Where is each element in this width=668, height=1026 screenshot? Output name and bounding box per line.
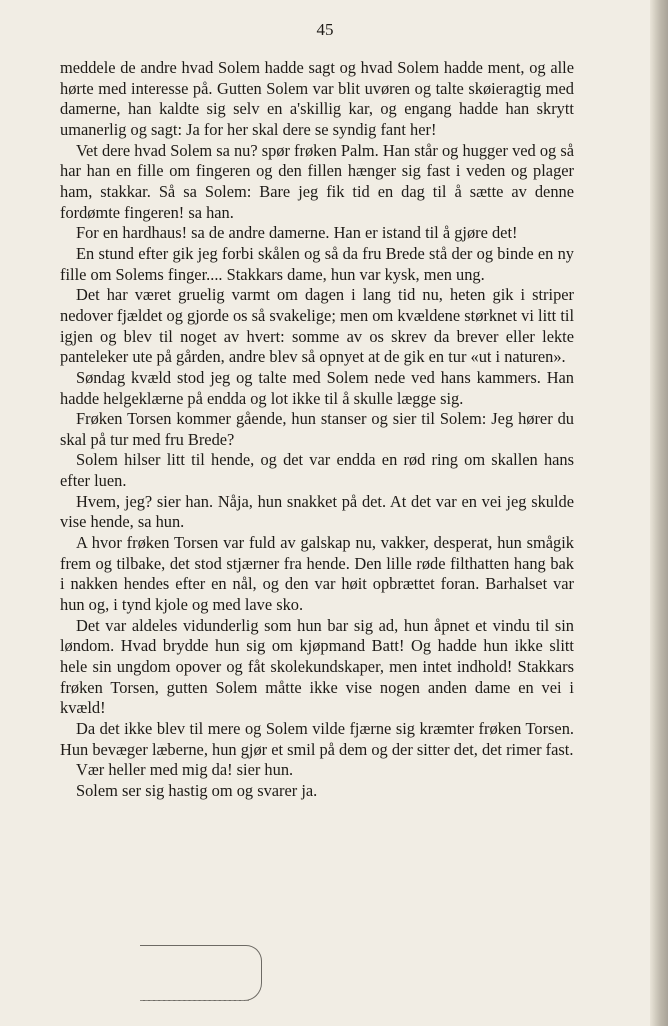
paragraph: Da det ikke blev til mere og Solem vilde fjærne sig kræmter frøken Torsen. Hun bevæger læberne, hun gjør et smil på dem og der sitter det, det rimer fast. xyxy=(60,719,574,759)
paragraph: meddele de andre hvad Solem hadde sagt og hvad Solem hadde ment, og alle hørte med interesse på. Gutten Solem var blit uvøren og talte skøieragtig med damerne, han kaldte sig selv en a'skillig kar, og engang hadde han skrytt umanerlig og sagt: Ja for her skal dere se syndig fant her! xyxy=(60,58,574,139)
paragraph: Vet dere hvad Solem sa nu? spør frøken Palm. Han står og hugger ved og så har han en fille om fingeren og den fillen hænger sig fast i veden og plager ham, stakkar. Så sa Solem: Bare jeg fik tid en dag til å sætte av denne fordømte fingeren! sa han. xyxy=(60,140,574,222)
paragraph: Vær heller med mig da! sier hun. xyxy=(76,760,294,780)
paragraph: A hvor frøken Torsen var fuld av galskap nu, vakker, desperat, hun smågik frem og tilbake, det stod stjærner fra hende. Den lille røde filthatten hang bak i nakken hendes efter en nål, og den var høit opbrættet foran. Barhalset var hun og, i tynd kjole og med lave sko. xyxy=(60,533,574,615)
paragraph: En stund efter gik jeg forbi skålen og så da fru Brede stå der og binde en ny fille om Solems finger.... Stakkars dame, hun var kysk, men ung. xyxy=(60,243,574,284)
paragraph: Solem hilser litt til hende, og det var endda en rød ring om skallen hans efter luen. xyxy=(60,450,574,491)
paragraph: Frøken Torsen kommer gående, hun stanser og sier til Solem: Jeg hører du skal på tur med fru Brede? xyxy=(60,409,574,449)
paragraph: Solem ser sig hastig om og svarer ja. xyxy=(76,780,318,800)
paragraph: Det har været gruelig varmt om dagen i lang tid nu, heten gik i striper nedover fjældet og gjorde os så svakelige; men om kvældene størknet vi litt til igjen og blev til noget av hvert: somme av os skrev da brever eller lekte panteleker ute på gården, andre blev så opnyet at de gik en tur «ut i naturen». xyxy=(60,285,574,367)
paragraph: Søndag kvæld stod jeg og talte med Solem nede ved hans kammers. Han hadde helgeklærne på endda og lot ikke til å skulle lægge sig. xyxy=(60,367,574,408)
paragraph: For en hardhaus! sa de andre damerne. Han er istand til å gjøre det! xyxy=(76,223,518,243)
faint-stamp-mark xyxy=(140,945,262,1001)
paragraph: Hvem, jeg? sier han. Nåja, hun snakket på det. At det var en vei jeg skulde vise hende, sa hun. xyxy=(60,491,574,532)
body-text xyxy=(60,58,574,802)
book-spine-edge xyxy=(650,0,668,1026)
page-number: 45 xyxy=(316,20,334,39)
paragraph: Det var aldeles vidunderlig som hun bar sig ad, hun åpnet et vindu til sin løndom. Hvad brydde hun sig om kjøpmand Batt! Og hadde hun ikke slitt hele sin ungdom opover og fåt skolekundskaper, men intet indhold! Stakkars frøken Torsen, gutten Solem måtte ikke vise nogen anden dame en vei i kvæld! xyxy=(60,615,574,718)
